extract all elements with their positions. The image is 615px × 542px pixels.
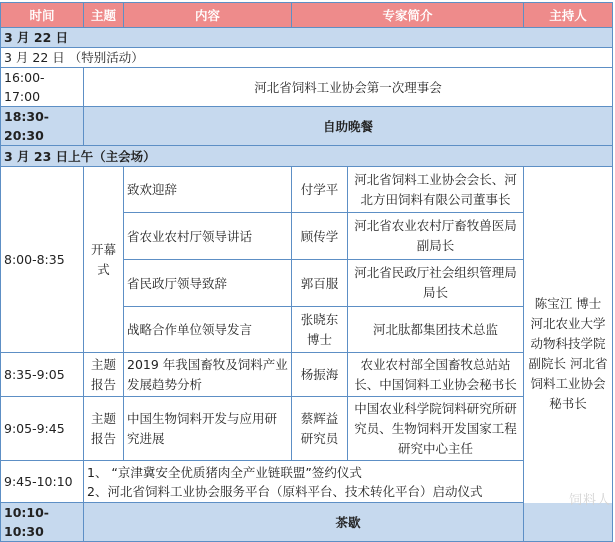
opening-intro-4: 河北肽都集团技术总监	[348, 307, 524, 353]
signing-line-2: 2、河北省饲料工业协会服务平台（原料平台、技术转化平台）启动仪式	[87, 483, 483, 499]
meeting-row	[1, 68, 613, 107]
report1-intro: 农业农村部全国畜牧总站站长、中国饲料工业协会秘书长	[348, 353, 524, 397]
report1-theme: 主题报告	[84, 353, 124, 397]
report2-row	[1, 397, 613, 461]
report1-row	[1, 353, 613, 397]
host-info: 陈宝江 博士 河北农业大学动物科技学院副院长 河北省饲料工业协会秘书长	[524, 167, 613, 542]
special-label: 3 月 22 日 （特别活动）	[1, 48, 613, 68]
opening-row-1	[1, 167, 613, 213]
opening-content-2: 省农业农村厅领导讲话	[124, 213, 292, 260]
special-row	[1, 48, 613, 68]
dinner-time: 18:30-20:30	[1, 107, 84, 146]
report1-content: 2019 年我国畜牧及饲料产业发展趋势分析	[124, 353, 292, 397]
opening-speaker-2: 顾传学	[292, 213, 348, 260]
report2-content: 中国生物饲料开发与应用研究进展	[124, 397, 292, 461]
tea-time: 10:10-10:30	[1, 503, 84, 542]
opening-theme: 开幕式	[84, 167, 124, 353]
meeting-time: 16:00-17:00	[1, 68, 84, 107]
report1-speaker: 杨振海	[292, 353, 348, 397]
tea-text: 茶歇	[84, 503, 613, 542]
header-time: 时间	[1, 3, 84, 28]
opening-intro-3: 河北省民政厅社会组织管理局局长	[348, 260, 524, 307]
header-content: 内容	[124, 3, 292, 28]
dinner-text: 自助晚餐	[84, 107, 613, 146]
morning-label: 3 月 23 日上午（主会场）	[1, 146, 613, 167]
opening-speaker-1: 付学平	[292, 167, 348, 213]
signing-time: 9:45-10:10	[1, 461, 84, 503]
opening-time: 8:00-8:35	[1, 167, 84, 353]
report1-time: 8:35-9:05	[1, 353, 84, 397]
morning-row	[1, 146, 613, 167]
header-theme: 主题	[84, 3, 124, 28]
opening-intro-2: 河北省农业农村厅畜牧兽医局副局长	[348, 213, 524, 260]
meeting-text: 河北省饲料工业协会第一次理事会	[84, 68, 613, 107]
header-expert: 专家简介	[292, 3, 524, 28]
signing-text	[84, 461, 524, 503]
opening-content-1: 致欢迎辞	[124, 167, 292, 213]
watermark: 饲料人	[568, 493, 611, 508]
tea-row	[1, 503, 613, 542]
signing-row	[1, 461, 613, 503]
header-host: 主持人	[524, 3, 613, 28]
signing-line-1: 1、 “京津冀安全优质猪肉全产业链联盟”签约仪式	[87, 464, 362, 480]
report2-time: 9:05-9:45	[1, 397, 84, 461]
date-row	[1, 28, 613, 48]
header-row	[1, 3, 613, 28]
report2-theme: 主题报告	[84, 397, 124, 461]
opening-intro-1: 河北省饲料工业协会会长、河北方田饲料有限公司董事长	[348, 167, 524, 213]
opening-speaker-3: 郭百服	[292, 260, 348, 307]
report2-speaker: 蔡辉益研究员	[292, 397, 348, 461]
date-label: 3 月 22 日	[1, 28, 613, 48]
schedule-table	[0, 2, 613, 542]
opening-content-4: 战略合作单位领导发言	[124, 307, 292, 353]
dinner-row	[1, 107, 613, 146]
opening-speaker-4: 张晓东博士	[292, 307, 348, 353]
report2-intro: 中国农业科学院饲料研究所研究员、生物饲料开发国家工程研究中心主任	[348, 397, 524, 461]
opening-content-3: 省民政厅领导致辞	[124, 260, 292, 307]
